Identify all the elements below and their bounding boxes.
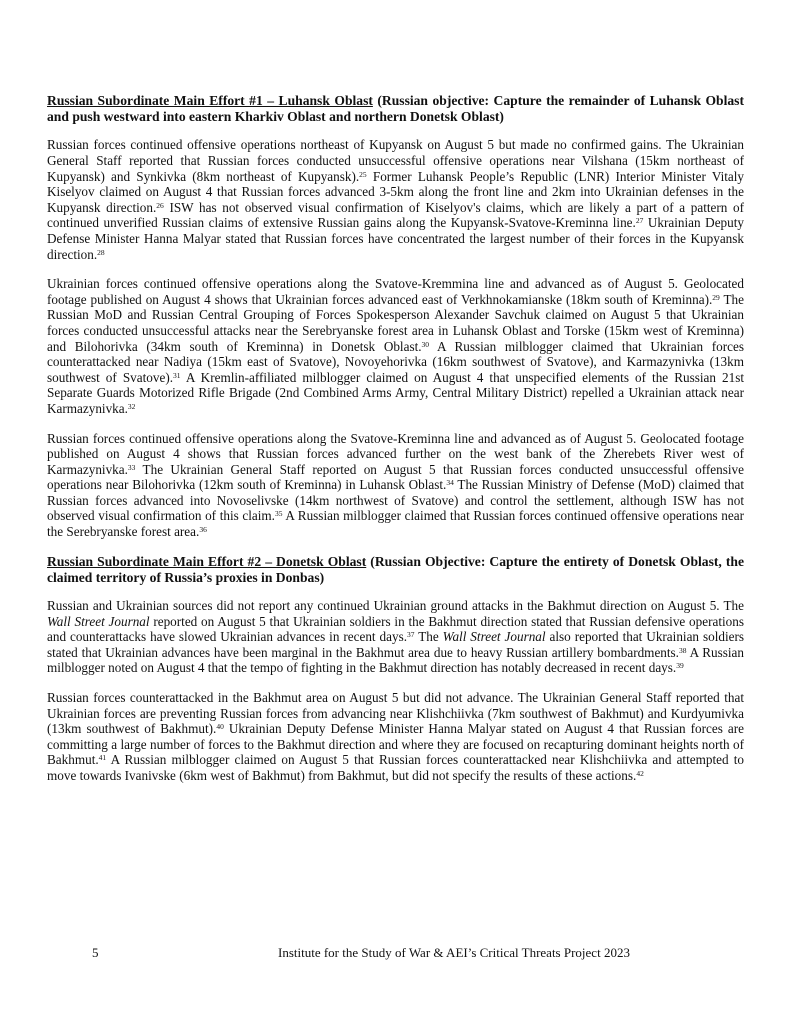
paragraph-text: Former Luhansk People’s Republic (LNR) Interior Minister Vitaly Kiselyov claimed on August 4 that Russian forces advanced 3-5km along the front line and 2km into Ukrainian defenses in the Kupyansk direction. (47, 168, 745, 215)
paragraph-text: The (414, 629, 443, 645)
paragraph (47, 137, 744, 262)
section-heading-objective: (Russian objective: Capture the remainder of Luhansk Oblast and push westward into eastern Kharkiv Oblast and northern Donetsk Oblast) (47, 93, 744, 125)
footnote-ref[interactable]: 39 (676, 661, 684, 671)
footnote-ref[interactable]: 40 (216, 722, 224, 732)
paragraph-text: A Russian milblogger claimed on August 5 that Russian forces counterattacked near Klishchiivka and attempted to move towards Ivanivske (6km west of Bakhmut) from Bakhmut, but did not specify the results of these actions. (47, 752, 744, 783)
paragraph (47, 431, 744, 540)
paragraph-text: Ukrainian Deputy Defense Minister Hanna Malyar stated on August 4 that Russian forces are committing a large number of forces to the Bakhmut direction and where they are focused on recapturing dominant heights north of Bakhmut. (47, 721, 744, 768)
footnote-ref[interactable]: 25 (359, 169, 367, 179)
paragraph-text: Russian forces continued offensive operations northeast of Kupyansk on August 5 but made no confirmed gains. The Ukrainian General Staff reported that Russian forces conducted unsuccessful offensive operations near Vilshana (15km northeast of Kupyansk) and Synkivka (8km northeast of Kupyansk). (47, 137, 744, 184)
footnote-ref[interactable]: 27 (635, 216, 644, 226)
paragraph-text: The Russian Ministry of Defense (MoD) claimed that Russian forces advanced into Novoselivske (14km northwest of Svatove) and control the settlement, although ISW has not observed visual confirmation of this claim. (47, 477, 744, 524)
section-heading-title: Russian Subordinate Main Effort #2 – Donetsk Oblast (47, 553, 367, 569)
footnote-ref[interactable]: 42 (636, 769, 644, 778)
footnote-ref[interactable]: 34 (446, 478, 454, 488)
paragraph-text: Russian and Ukrainian sources did not report any continued Ukrainian ground attacks in the Bakhmut direction on August 5. The (47, 598, 744, 614)
footnote-ref[interactable]: 30 (421, 339, 430, 349)
section-heading-title: Russian Subordinate Main Effort #1 – Luhansk Oblast (47, 93, 373, 108)
footnote-ref[interactable]: 29 (712, 292, 720, 302)
footnote-ref[interactable]: 35 (274, 509, 283, 519)
paragraph (47, 690, 744, 784)
footnote-ref[interactable]: 32 (127, 401, 136, 411)
publication-title: Wall Street Journal (442, 629, 546, 645)
footnote-ref[interactable]: 36 (199, 525, 207, 535)
document-body (47, 93, 744, 798)
page-number: 5 (92, 945, 99, 960)
paragraph-text: Russian forces counterattacked in the Bakhmut area on August 5 but did not advance. The Ukrainian General Staff reported that Ukrainian forces are preventing Russian forces from advancing near Klishchiivka (7km southwest of Bakhmut) and Kurdyumivka (13km southwest of Bakhmut). (47, 690, 744, 737)
section-heading-objective: (Russian Objective: Capture the entirety of Donetsk Oblast, the claimed territory of Russia’s proxies in Donbas) (47, 553, 744, 585)
paragraph-text: A Russian milblogger noted on August 4 that the tempo of fighting in the Bakhmut direction has notably decreased in recent days. (47, 644, 744, 676)
paragraph (47, 598, 744, 676)
footnote-ref[interactable]: 38 (678, 645, 687, 655)
paragraph (47, 276, 744, 416)
footnote-ref[interactable]: 41 (98, 753, 107, 763)
footnote-ref[interactable]: 33 (127, 462, 136, 472)
paragraph-text: Ukrainian forces continued offensive operations along the Svatove-Kremmina line and advanced as of August 5. Geolocated footage published on August 4 shows that Ukrainian forces advanced east of Verkhnokamianske (18km south of Kreminna). (47, 276, 744, 307)
paragraph-text: Russian forces continued offensive operations along the Svatove-Kreminna line and advanced as of August 5. Geolocated footage published on August 4 shows that Russian forces advanced further on the west bank of the Zherebets River west of Karmazynivka. (47, 430, 744, 477)
paragraph-text: Ukrainian Deputy Defense Minister Hanna Malyar stated that Russian forces have concentrated the largest number of their forces in the Kupyansk direction. (47, 215, 744, 262)
footnote-ref[interactable]: 28 (97, 247, 105, 257)
footnote-ref[interactable]: 31 (173, 370, 181, 380)
paragraph-text: reported on August 5 that Ukrainian soldiers in the Bakhmut direction stated that Russian defensive operations and counterattacks have slowed Ukrainian advances in recent days. (47, 613, 744, 645)
section-heading (47, 554, 744, 586)
paragraph-text: The Ukrainian General Staff reported on August 5 that Russian forces conducted unsuccessful offensive operations near Bilohorivka (12km south of Kreminna) in Luhansk Oblast. (47, 461, 744, 493)
publication-title: Wall Street Journal (47, 613, 150, 629)
footer-text: Institute for the Study of War & AEI’s Critical Threats Project 2023 (278, 945, 630, 960)
page-footer (0, 945, 791, 963)
footnote-ref[interactable]: 26 (156, 200, 164, 210)
paragraph-text: ISW has not observed visual confirmation of Kiselyov's claims, which are likely a part of a pattern of continued unverified Russian claims of extensive Russian gains along the Kupyansk-Svatove-Kreminna line. (47, 199, 744, 231)
paragraph-text: A Russian milblogger claimed that Russian forces continued offensive operations near the Serebryanske forest area. (47, 508, 744, 540)
paragraph-text: The Russian MoD and Russian Central Grouping of Forces Spokesperson Alexander Savchuk claimed on August 5 that Ukrainian forces conducted unsuccessful attacks near the Serebryanske forest area in Luhansk Oblast and Torske (15km west of Kreminna) and Bilohorivka (34km south of Kreminna) in Donetsk Oblast. (47, 291, 745, 354)
paragraph-text: A Kremlin-affiliated milblogger claimed on August 4 that unspecified elements of the Russian 21st Separate Guards Motorized Rifle Brigade (2nd Combined Arms Army, Central Military District) repelled a Ukrainian attack near Karmazynivka. (47, 369, 744, 416)
paragraph-text: also reported that Ukrainian soldiers stated that Ukrainian advances have been marginal in the Bakhmut area due to heavy Russian artillery bombardments. (47, 629, 744, 660)
paragraph-text: A Russian milblogger claimed that Ukrainian forces counterattacked near Nadiya (15km east of Svatove), Novoyehorivka (16km southwest of Svatove), and Karmazynivka (13km southwest of Svatove). (47, 338, 744, 385)
footnote-ref[interactable]: 37 (407, 630, 415, 640)
section-heading (47, 93, 744, 125)
